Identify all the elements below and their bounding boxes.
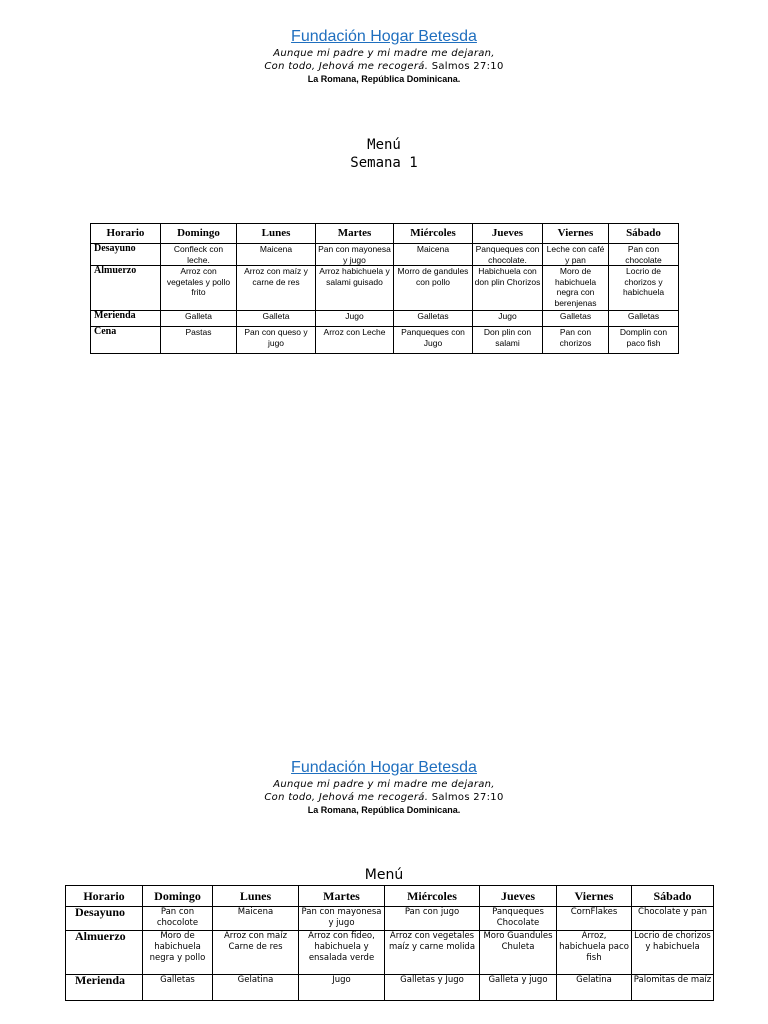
table-cell: Pan con mayonesa y jugo xyxy=(316,244,394,266)
table-cell: Maicena xyxy=(394,244,473,266)
table-cell: Locrio de chorizos y habichuela xyxy=(632,931,714,975)
table-cell: Arroz con Leche xyxy=(316,327,394,354)
column-header: Martes xyxy=(316,224,394,244)
verse-line-1: Aunque mi padre y mi madre me dejaran, xyxy=(273,779,495,790)
page1-header xyxy=(0,26,768,86)
verse-text: Con todo, Jehová me recogerá. xyxy=(264,792,429,803)
table-cell: Panqueques Chocolate xyxy=(480,907,557,931)
column-header: Domingo xyxy=(143,886,213,907)
table-header-row xyxy=(66,886,714,907)
verse-reference: Salmos 27:10 xyxy=(431,792,504,803)
table-row xyxy=(91,244,679,266)
column-header: Miércoles xyxy=(385,886,480,907)
column-header: Horario xyxy=(91,224,161,244)
column-header: Jueves xyxy=(473,224,543,244)
verse-line-2 xyxy=(0,791,768,804)
menu-title: Menú xyxy=(364,867,404,883)
table-row xyxy=(91,327,679,354)
table-cell: Arroz con fideo, habichuela y ensalada verde xyxy=(299,931,385,975)
table-cell: Morro de gandules con pollo xyxy=(394,266,473,311)
row-label: Almuerzo xyxy=(91,266,161,311)
table-row xyxy=(91,311,679,327)
bible-verse xyxy=(0,778,768,804)
menu-title: Menú xyxy=(367,137,401,153)
table-cell: Moro de habichuela negra y pollo xyxy=(143,931,213,975)
row-label: Merienda xyxy=(66,975,143,1001)
menu-table-week-1 xyxy=(90,223,679,354)
table-cell: Galletas xyxy=(143,975,213,1001)
page2-header xyxy=(0,757,768,817)
table-cell: Maicena xyxy=(237,244,316,266)
table-cell: Chocolate y pan xyxy=(632,907,714,931)
verse-line-2 xyxy=(0,60,768,73)
table-cell: CornFlakes xyxy=(557,907,632,931)
column-header: Martes xyxy=(299,886,385,907)
table-cell: Don plin con salami xyxy=(473,327,543,354)
table-cell: Pan con mayonesa y jugo xyxy=(299,907,385,931)
column-header: Jueves xyxy=(480,886,557,907)
table-cell: Pan con queso y jugo xyxy=(237,327,316,354)
table-cell: Arroz con vegetales maíz y carne molida xyxy=(385,931,480,975)
verse-text: Con todo, Jehová me recogerá. xyxy=(264,61,429,72)
table-row xyxy=(66,931,714,975)
organization-name: Fundación Hogar Betesda xyxy=(291,28,477,45)
table-cell: Galleta xyxy=(237,311,316,327)
location: La Romana, República Dominicana. xyxy=(307,805,461,815)
table-cell: Pastas xyxy=(161,327,237,354)
column-header: Sábado xyxy=(609,224,679,244)
table-cell: Arroz habichuela y salami guisado xyxy=(316,266,394,311)
week-title: Semana 1 xyxy=(350,155,418,171)
column-header: Horario xyxy=(66,886,143,907)
menu-table-week-2 xyxy=(65,885,714,1001)
location: La Romana, República Dominicana. xyxy=(307,74,461,84)
table-cell: Moro de habichuela negra con berenjenas xyxy=(543,266,609,311)
table-cell: Galletas xyxy=(609,311,679,327)
table-cell: Galletas xyxy=(543,311,609,327)
table-cell: Galleta xyxy=(161,311,237,327)
table-cell: Moro Guandules Chuleta xyxy=(480,931,557,975)
table-cell: Galletas xyxy=(394,311,473,327)
table-cell: Arroz con vegetales y pollo frito xyxy=(161,266,237,311)
table-cell: Arroz con maíz Carne de res xyxy=(213,931,299,975)
row-label: Merienda xyxy=(91,311,161,327)
column-header: Lunes xyxy=(237,224,316,244)
table-cell: Domplin con paco fish xyxy=(609,327,679,354)
verse-reference: Salmos 27:10 xyxy=(431,61,504,72)
table-cell: Pan con chocolate xyxy=(609,244,679,266)
row-label: Cena xyxy=(91,327,161,354)
table-cell: Pan con chocolote xyxy=(143,907,213,931)
table-cell: Locrio de chorizos y habichuela xyxy=(609,266,679,311)
column-header: Miércoles xyxy=(394,224,473,244)
table-cell: Galleta y jugo xyxy=(480,975,557,1001)
table-header-row xyxy=(91,224,679,244)
verse-line-1: Aunque mi padre y mi madre me dejaran, xyxy=(273,48,495,59)
table-cell: Gelatina xyxy=(213,975,299,1001)
table-cell: Gelatina xyxy=(557,975,632,1001)
row-label: Almuerzo xyxy=(66,931,143,975)
row-label: Desayuno xyxy=(91,244,161,266)
table-cell: Pan con chorizos xyxy=(543,327,609,354)
table-cell: Jugo xyxy=(299,975,385,1001)
table-cell: Habichuela con don plin Chorizos xyxy=(473,266,543,311)
column-header: Domingo xyxy=(161,224,237,244)
table-cell: Arroz, habichuela paco fish xyxy=(557,931,632,975)
table-cell: Galletas y Jugo xyxy=(385,975,480,1001)
table-cell: Palomitas de maíz xyxy=(632,975,714,1001)
column-header: Lunes xyxy=(213,886,299,907)
column-header: Viernes xyxy=(543,224,609,244)
table-cell: Pan con jugo xyxy=(385,907,480,931)
column-header: Viernes xyxy=(557,886,632,907)
table-row xyxy=(91,266,679,311)
organization-name: Fundación Hogar Betesda xyxy=(291,759,477,776)
bible-verse xyxy=(0,47,768,73)
table-cell: Leche con café y pan xyxy=(543,244,609,266)
table-cell: Confleck con leche. xyxy=(161,244,237,266)
row-label: Desayuno xyxy=(66,907,143,931)
table-cell: Maicena xyxy=(213,907,299,931)
column-header: Sábado xyxy=(632,886,714,907)
table-cell: Arroz con maíz y carne de res xyxy=(237,266,316,311)
table-cell: Panqueques con chocolate. xyxy=(473,244,543,266)
table-cell: Jugo xyxy=(316,311,394,327)
table-row xyxy=(66,975,714,1001)
table-cell: Panqueques con Jugo xyxy=(394,327,473,354)
table-row xyxy=(66,907,714,931)
table-cell: Jugo xyxy=(473,311,543,327)
